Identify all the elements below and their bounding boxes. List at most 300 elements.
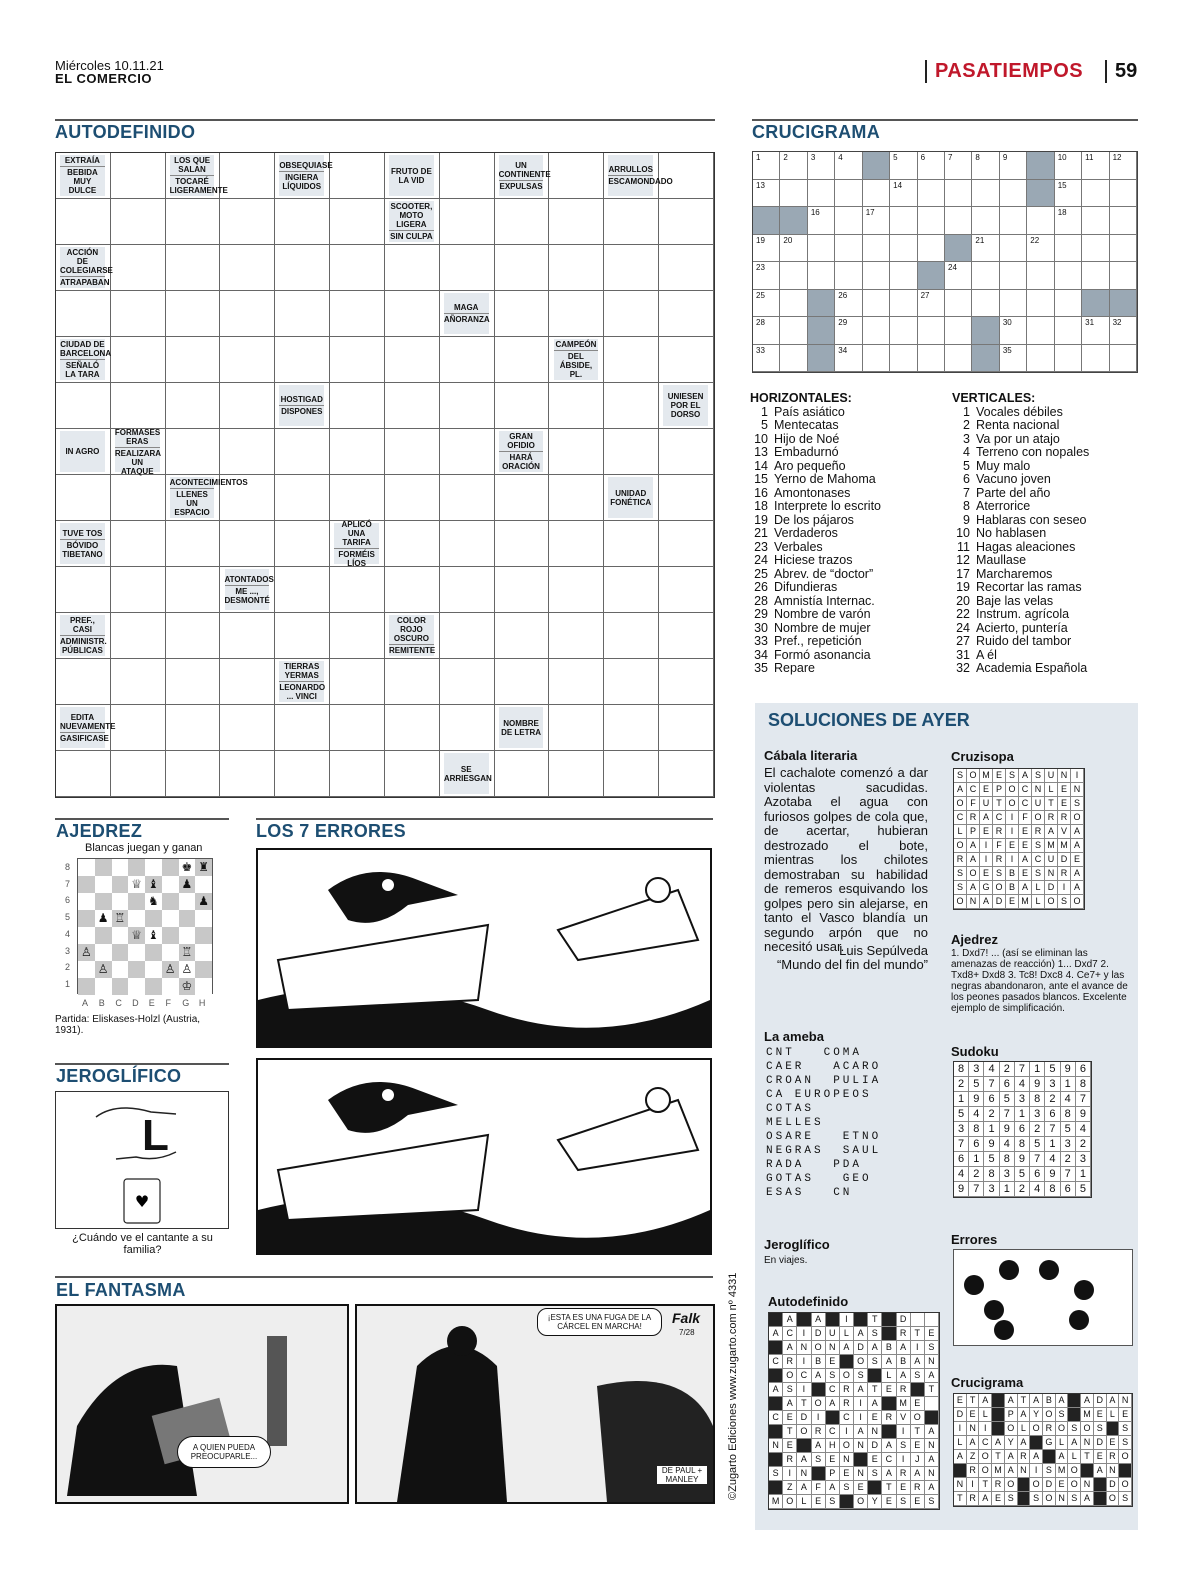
autodefinido-cell[interactable] xyxy=(549,153,604,199)
letter-cell: A xyxy=(1094,1464,1107,1478)
crucigrama-cell[interactable] xyxy=(1110,235,1137,263)
crucigrama-cell[interactable]: 31 xyxy=(1082,317,1109,345)
autodefinido-cell[interactable] xyxy=(659,521,714,567)
crucigrama-cell[interactable] xyxy=(1000,180,1027,208)
autodefinido-cell[interactable] xyxy=(659,705,714,751)
autodefinido-cell[interactable] xyxy=(549,751,604,797)
autodefinido-cell[interactable] xyxy=(604,337,659,383)
autodefinido-cell[interactable] xyxy=(604,245,659,291)
autodefinido-cell[interactable] xyxy=(220,153,275,199)
crucigrama-cell[interactable] xyxy=(1000,207,1027,235)
clue-text: GRAN OFIDIO xyxy=(507,432,535,450)
letter-cell: F xyxy=(967,797,980,811)
crucigrama-cell[interactable] xyxy=(890,207,917,235)
autodefinido-cell[interactable] xyxy=(56,659,111,705)
crucigrama-cell[interactable] xyxy=(863,235,890,263)
crucigrama-cell[interactable]: 9 xyxy=(1000,152,1027,180)
crucigrama-cell[interactable] xyxy=(835,262,862,290)
autodefinido-cell[interactable] xyxy=(495,521,550,567)
crucigrama-cell[interactable]: 2 xyxy=(780,152,807,180)
autodefinido-cell[interactable] xyxy=(440,337,495,383)
crucigrama-black-cell xyxy=(1027,180,1054,208)
autodefinido-cell[interactable] xyxy=(166,199,221,245)
crucigrama-cell[interactable]: 32 xyxy=(1110,317,1137,345)
crucigrama-cell[interactable] xyxy=(1082,180,1109,208)
autodefinido-cell[interactable] xyxy=(495,337,550,383)
crucigrama-cell[interactable] xyxy=(1027,207,1054,235)
crucigrama-cell[interactable]: 15 xyxy=(1055,180,1082,208)
letter-cell: D xyxy=(812,1327,826,1341)
autodefinido-cell[interactable] xyxy=(166,751,221,797)
autodefinido-cell[interactable] xyxy=(440,429,495,475)
crucigrama-cell[interactable] xyxy=(945,180,972,208)
autodefinido-cell[interactable] xyxy=(495,199,550,245)
letter-cell: S xyxy=(1032,867,1045,881)
autodefinido-cell[interactable] xyxy=(604,659,659,705)
crucigrama-cell[interactable]: 5 xyxy=(890,152,917,180)
autodefinido-cell[interactable] xyxy=(56,475,111,521)
verticales-heading: VERTICALES: xyxy=(952,391,1036,405)
clue-text: DEL ÁBSIDE, PL. xyxy=(554,350,599,380)
autodefinido-cell[interactable] xyxy=(330,383,385,429)
crucigrama-cell[interactable] xyxy=(1055,262,1082,290)
clue-text: SEÑALÓ LA TARA xyxy=(60,359,105,380)
crucigrama-cell[interactable] xyxy=(1027,317,1054,345)
autodefinido-cell[interactable] xyxy=(604,291,659,337)
crucigrama-cell[interactable] xyxy=(972,180,999,208)
crucigrama-cell[interactable]: 28 xyxy=(753,317,780,345)
crucigrama-cell[interactable] xyxy=(1027,345,1054,373)
autodefinido-cell[interactable] xyxy=(659,567,714,613)
letter-cell: 7 xyxy=(1015,1062,1030,1077)
autodefinido-cell[interactable] xyxy=(604,751,659,797)
letter-cell: R xyxy=(967,811,980,825)
letter-cell: 7 xyxy=(984,1077,999,1092)
crucigrama-cell[interactable]: 12 xyxy=(1110,152,1137,180)
clue-text: REMITENTE xyxy=(389,646,436,655)
letter-cell: 8 xyxy=(1000,1152,1015,1167)
autodefinido-cell[interactable] xyxy=(604,383,659,429)
autodefinido-cell[interactable] xyxy=(659,153,714,199)
autodefinido-cell[interactable] xyxy=(495,291,550,337)
crucigrama-cell[interactable] xyxy=(780,262,807,290)
crucigrama-cell[interactable] xyxy=(780,345,807,373)
letter-cell: P xyxy=(993,783,1006,797)
crucigrama-solution-grid xyxy=(953,1393,1133,1507)
crucigrama-cell[interactable] xyxy=(863,317,890,345)
crucigrama-cell[interactable] xyxy=(1082,345,1109,373)
crucigrama-cell[interactable] xyxy=(835,235,862,263)
autodefinido-cell[interactable] xyxy=(166,383,221,429)
crucigrama-cell[interactable] xyxy=(890,262,917,290)
letter-cell: C xyxy=(769,1411,783,1425)
autodefinido-cell[interactable] xyxy=(385,521,440,567)
autodefinido-cell[interactable] xyxy=(440,383,495,429)
crucigrama-cell[interactable] xyxy=(945,290,972,318)
crucigrama-cell[interactable]: 17 xyxy=(863,207,890,235)
autodefinido-cell[interactable] xyxy=(385,705,440,751)
crucigrama-cell[interactable]: 21 xyxy=(972,235,999,263)
autodefinido-cell[interactable] xyxy=(111,613,166,659)
crucigrama-cell[interactable] xyxy=(1082,262,1109,290)
crucigrama-cell[interactable]: 1 xyxy=(753,152,780,180)
autodefinido-cell[interactable] xyxy=(549,429,604,475)
autodefinido-cell[interactable] xyxy=(220,751,275,797)
letter-cell: 9 xyxy=(1061,1062,1076,1077)
crucigrama-cell[interactable] xyxy=(972,290,999,318)
autodefinido-cell[interactable] xyxy=(440,475,495,521)
autodefinido-cell[interactable] xyxy=(549,383,604,429)
clue-number: 10 xyxy=(956,526,970,540)
clue-number: 5 xyxy=(761,418,768,432)
autodefinido-cell[interactable] xyxy=(330,337,385,383)
autodefinido-cell[interactable] xyxy=(659,429,714,475)
autodefinido-cell[interactable] xyxy=(111,153,166,199)
autodefinido-cell[interactable] xyxy=(166,659,221,705)
autodefinido-cell[interactable] xyxy=(111,337,166,383)
letter-cell: F xyxy=(993,839,1006,853)
crucigrama-cell[interactable]: 7 xyxy=(945,152,972,180)
crucigrama-cell[interactable] xyxy=(1110,345,1137,373)
autodefinido-cell[interactable] xyxy=(549,567,604,613)
crucigrama-cell[interactable] xyxy=(1082,207,1109,235)
autodefinido-cell[interactable] xyxy=(166,429,221,475)
crucigrama-cell[interactable]: 23 xyxy=(753,262,780,290)
letter-cell: 9 xyxy=(1000,1122,1015,1137)
autodefinido-cell[interactable] xyxy=(220,383,275,429)
autodefinido-cell[interactable] xyxy=(330,199,385,245)
letter-cell: N xyxy=(769,1439,783,1453)
crucigrama-cell[interactable] xyxy=(918,345,945,373)
autodefinido-cell[interactable] xyxy=(220,521,275,567)
crucigrama-cell[interactable] xyxy=(1000,262,1027,290)
chess-square xyxy=(78,876,95,893)
crucigrama-cell[interactable] xyxy=(863,262,890,290)
autodefinido-cell[interactable] xyxy=(549,475,604,521)
crucigrama-cell[interactable] xyxy=(1055,317,1082,345)
autodefinido-cell[interactable] xyxy=(385,291,440,337)
crucigrama-cell[interactable]: 13 xyxy=(753,180,780,208)
autodefinido-cell[interactable] xyxy=(275,751,330,797)
crucigrama-cell[interactable]: 6 xyxy=(918,152,945,180)
crucigrama-cell[interactable]: 10 xyxy=(1055,152,1082,180)
crucigrama-cell[interactable] xyxy=(780,290,807,318)
autodefinido-cell[interactable] xyxy=(659,291,714,337)
autodefinido-cell[interactable] xyxy=(111,567,166,613)
autodefinido-cell[interactable] xyxy=(330,659,385,705)
autodefinido-cell[interactable] xyxy=(330,613,385,659)
crucigrama-cell[interactable] xyxy=(780,180,807,208)
autodefinido-cell[interactable] xyxy=(495,613,550,659)
crucigrama-cell[interactable] xyxy=(1000,235,1027,263)
autodefinido-cell[interactable] xyxy=(385,751,440,797)
autodefinido-cell[interactable] xyxy=(385,337,440,383)
clue-text: EXPULSAS xyxy=(499,181,543,191)
autodefinido-clue xyxy=(60,247,113,288)
clue-row xyxy=(750,473,950,487)
autodefinido-cell[interactable] xyxy=(495,659,550,705)
autodefinido-cell[interactable] xyxy=(56,291,111,337)
autodefinido-cell[interactable] xyxy=(220,429,275,475)
autodefinido-cell[interactable] xyxy=(56,199,111,245)
autodefinido-cell[interactable] xyxy=(385,429,440,475)
autodefinido-cell[interactable] xyxy=(659,245,714,291)
autodefinido-cell[interactable] xyxy=(330,153,385,199)
crucigrama-cell[interactable] xyxy=(808,262,835,290)
autodefinido-cell[interactable] xyxy=(330,429,385,475)
letter-cell: O xyxy=(1071,895,1084,909)
autodefinido-cell[interactable] xyxy=(440,521,495,567)
autodefinido-cell[interactable] xyxy=(495,567,550,613)
autodefinido-cell[interactable] xyxy=(111,475,166,521)
autodefinido-cell[interactable] xyxy=(275,705,330,751)
autodefinido-cell[interactable] xyxy=(330,567,385,613)
autodefinido-cell[interactable] xyxy=(111,383,166,429)
crucigrama-cell[interactable] xyxy=(808,180,835,208)
autodefinido-cell[interactable] xyxy=(275,521,330,567)
crucigrama-cell[interactable] xyxy=(863,290,890,318)
autodefinido-cell[interactable] xyxy=(166,291,221,337)
autodefinido-cell[interactable] xyxy=(495,475,550,521)
crucigrama-cell[interactable] xyxy=(972,262,999,290)
autodefinido-cell[interactable] xyxy=(440,705,495,751)
letter-cell: R xyxy=(897,1327,911,1341)
crucigrama-cell[interactable] xyxy=(918,207,945,235)
autodefinido-cell[interactable] xyxy=(604,567,659,613)
crucigrama-cell[interactable] xyxy=(945,207,972,235)
crucigrama-cell[interactable]: 34 xyxy=(835,345,862,373)
autodefinido-cell[interactable] xyxy=(275,429,330,475)
autodefinido-cell[interactable] xyxy=(495,751,550,797)
black-cell xyxy=(992,1422,1005,1436)
autodefinido-cell[interactable] xyxy=(440,199,495,245)
letter-cell: N xyxy=(1071,783,1084,797)
autodefinido-cell[interactable] xyxy=(111,705,166,751)
autodefinido-cell[interactable] xyxy=(549,199,604,245)
crucigrama-cell[interactable] xyxy=(1110,180,1137,208)
crucigrama-cell[interactable]: 27 xyxy=(918,290,945,318)
autodefinido-cell[interactable] xyxy=(440,245,495,291)
crucigrama-cell[interactable] xyxy=(945,317,972,345)
letter-cell: E xyxy=(854,1481,868,1495)
crucigrama-cell[interactable] xyxy=(1027,290,1054,318)
crucigrama-cell[interactable] xyxy=(780,317,807,345)
autodefinido-cell[interactable] xyxy=(604,429,659,475)
letter-cell: 9 xyxy=(1045,1167,1060,1182)
crucigrama-cell[interactable]: 16 xyxy=(808,207,835,235)
autodefinido-cell[interactable] xyxy=(495,383,550,429)
autodefinido-cell[interactable] xyxy=(385,659,440,705)
clue-number: 6 xyxy=(963,472,970,486)
autodefinido-cell[interactable] xyxy=(440,613,495,659)
clue-number: 8 xyxy=(963,499,970,513)
letter-cell: O xyxy=(840,1369,854,1383)
crucigrama-cell[interactable] xyxy=(1110,207,1137,235)
crucigrama-cell[interactable]: 25 xyxy=(753,290,780,318)
autodefinido-cell[interactable] xyxy=(440,567,495,613)
crucigrama-cell[interactable]: 19 xyxy=(753,235,780,263)
letter-cell: D xyxy=(797,1411,811,1425)
crucigrama-grid[interactable] xyxy=(752,151,1138,373)
crucigrama-cell[interactable] xyxy=(835,180,862,208)
autodefinido-cell[interactable] xyxy=(549,291,604,337)
crucigrama-cell[interactable] xyxy=(890,345,917,373)
autodefinido-cell[interactable] xyxy=(166,337,221,383)
crucigrama-cell[interactable]: 18 xyxy=(1055,207,1082,235)
autodefinido-cell[interactable] xyxy=(56,751,111,797)
clue-text: País asiático xyxy=(774,404,845,419)
autodefinido-cell[interactable] xyxy=(220,245,275,291)
autodefinido-cell[interactable] xyxy=(549,613,604,659)
clue-text: Va por un atajo xyxy=(976,431,1060,446)
letter-cell: A xyxy=(1030,1450,1043,1464)
crucigrama-cell[interactable] xyxy=(1082,235,1109,263)
letter-cell: U xyxy=(1045,853,1058,867)
crucigrama-cell[interactable] xyxy=(918,317,945,345)
crucigrama-cell[interactable] xyxy=(890,290,917,318)
autodefinido-cell[interactable] xyxy=(440,153,495,199)
clue-row xyxy=(952,460,1142,474)
autodefinido-cell[interactable] xyxy=(659,475,714,521)
crucigrama-cell[interactable] xyxy=(890,235,917,263)
letter-cell: F xyxy=(812,1481,826,1495)
letter-cell: N xyxy=(854,1467,868,1481)
crucigrama-cell[interactable]: 22 xyxy=(1027,235,1054,263)
autodefinido-cell[interactable] xyxy=(275,475,330,521)
autodefinido-cell[interactable] xyxy=(166,613,221,659)
crucigrama-cell[interactable] xyxy=(835,207,862,235)
autodefinido-cell[interactable] xyxy=(330,751,385,797)
autodefinido-cell[interactable] xyxy=(166,567,221,613)
crucigrama-black-cell xyxy=(918,262,945,290)
rank-label: 2 xyxy=(65,962,71,973)
letter-cell: A xyxy=(1107,1394,1120,1408)
chess-square xyxy=(145,859,162,876)
crucigrama-cell[interactable]: 14 xyxy=(890,180,917,208)
autodefinido-cell[interactable] xyxy=(220,199,275,245)
crucigrama-cell[interactable]: 33 xyxy=(753,345,780,373)
autodefinido-cell[interactable] xyxy=(604,613,659,659)
letter-cell: A xyxy=(868,1397,882,1411)
autodefinido-cell[interactable] xyxy=(220,337,275,383)
ameba-line: COTAS xyxy=(766,1103,815,1115)
crucigrama-cell[interactable] xyxy=(1055,235,1082,263)
autodefinido-cell[interactable] xyxy=(56,567,111,613)
crucigrama-cell[interactable]: 26 xyxy=(835,290,862,318)
autodefinido-cell[interactable] xyxy=(549,659,604,705)
crucigrama-cell[interactable] xyxy=(918,235,945,263)
autodefinido-cell[interactable] xyxy=(166,521,221,567)
autodefinido-cell[interactable] xyxy=(385,245,440,291)
autodefinido-cell[interactable] xyxy=(604,705,659,751)
autodefinido-cell[interactable] xyxy=(330,475,385,521)
crucigrama-cell[interactable] xyxy=(808,235,835,263)
autodefinido-cell[interactable] xyxy=(495,245,550,291)
crucigrama-cell[interactable] xyxy=(1110,262,1137,290)
autodefinido-cell[interactable] xyxy=(385,383,440,429)
crucigrama-cell[interactable] xyxy=(1027,262,1054,290)
autodefinido-cell[interactable] xyxy=(166,245,221,291)
autodefinido-cell[interactable] xyxy=(330,291,385,337)
autodefinido-cell[interactable] xyxy=(659,659,714,705)
autodefinido-cell[interactable] xyxy=(111,659,166,705)
crucigrama-cell[interactable] xyxy=(972,207,999,235)
crucigrama-cell[interactable] xyxy=(945,345,972,373)
autodefinido-cell[interactable] xyxy=(659,337,714,383)
crucigrama-cell[interactable]: 29 xyxy=(835,317,862,345)
autodefinido-cell[interactable] xyxy=(111,245,166,291)
autodefinido-cell[interactable] xyxy=(275,337,330,383)
letter-cell: O xyxy=(1005,1422,1018,1436)
autodefinido-cell[interactable] xyxy=(659,613,714,659)
crucigrama-black-cell xyxy=(808,345,835,373)
autodefinido-cell[interactable] xyxy=(275,291,330,337)
letter-cell: L xyxy=(954,1436,967,1450)
letter-cell: E xyxy=(882,1383,896,1397)
crucigrama-cell[interactable]: 3 xyxy=(808,152,835,180)
autodefinido-cell[interactable] xyxy=(330,705,385,751)
autodefinido-cell[interactable] xyxy=(659,751,714,797)
crucigrama-cell[interactable] xyxy=(890,317,917,345)
autodefinido-cell[interactable] xyxy=(220,291,275,337)
crucigrama-cell[interactable]: 8 xyxy=(972,152,999,180)
crucigrama-cell[interactable]: 11 xyxy=(1082,152,1109,180)
autodefinido-cell[interactable] xyxy=(56,383,111,429)
autodefinido-cell[interactable] xyxy=(111,291,166,337)
autodefinido-cell[interactable] xyxy=(549,705,604,751)
crucigrama-cell[interactable]: 35 xyxy=(1000,345,1027,373)
crucigrama-cell[interactable]: 4 xyxy=(835,152,862,180)
autodefinido-cell[interactable] xyxy=(549,245,604,291)
crucigrama-cell[interactable]: 24 xyxy=(945,262,972,290)
autodefinido-cell[interactable] xyxy=(549,521,604,567)
autodefinido-clue xyxy=(169,477,248,518)
autodefinido-cell[interactable] xyxy=(275,567,330,613)
autodefinido-cell[interactable] xyxy=(440,659,495,705)
crucigrama-cell[interactable]: 30 xyxy=(1000,317,1027,345)
autodefinido-cell[interactable] xyxy=(111,521,166,567)
autodefinido-cell[interactable] xyxy=(330,245,385,291)
crucigrama-cell[interactable] xyxy=(1055,290,1082,318)
letter-cell: C xyxy=(954,811,967,825)
autodefinido-cell[interactable] xyxy=(659,199,714,245)
crucigrama-cell[interactable] xyxy=(863,180,890,208)
letter-cell: R xyxy=(911,1481,925,1495)
crucigrama-cell[interactable] xyxy=(1055,345,1082,373)
autodefinido-cell[interactable] xyxy=(111,199,166,245)
autodefinido-cell[interactable] xyxy=(275,245,330,291)
autodefinido-cell[interactable] xyxy=(166,705,221,751)
autodefinido-cell[interactable] xyxy=(385,475,440,521)
autodefinido-cell[interactable] xyxy=(604,521,659,567)
autodefinido-cell[interactable] xyxy=(275,199,330,245)
autodefinido-cell[interactable] xyxy=(385,567,440,613)
clue-text: Academia Española xyxy=(976,661,1088,675)
autodefinido-cell[interactable] xyxy=(275,613,330,659)
clue-text: UN CONTINENTE xyxy=(498,160,551,179)
clue-text: ESCAMONDADO xyxy=(608,177,673,186)
autodefinido-cell[interactable] xyxy=(604,199,659,245)
autodefinido-cell[interactable] xyxy=(220,659,275,705)
crucigrama-cell[interactable] xyxy=(1000,290,1027,318)
crucigrama-cell[interactable]: 20 xyxy=(780,235,807,263)
autodefinido-cell[interactable] xyxy=(220,705,275,751)
letter-cell: 5 xyxy=(1076,1182,1091,1197)
autodefinido-cell[interactable] xyxy=(111,751,166,797)
autodefinido-cell[interactable] xyxy=(220,613,275,659)
crucigrama-cell[interactable] xyxy=(918,180,945,208)
crucigrama-cell[interactable] xyxy=(863,345,890,373)
